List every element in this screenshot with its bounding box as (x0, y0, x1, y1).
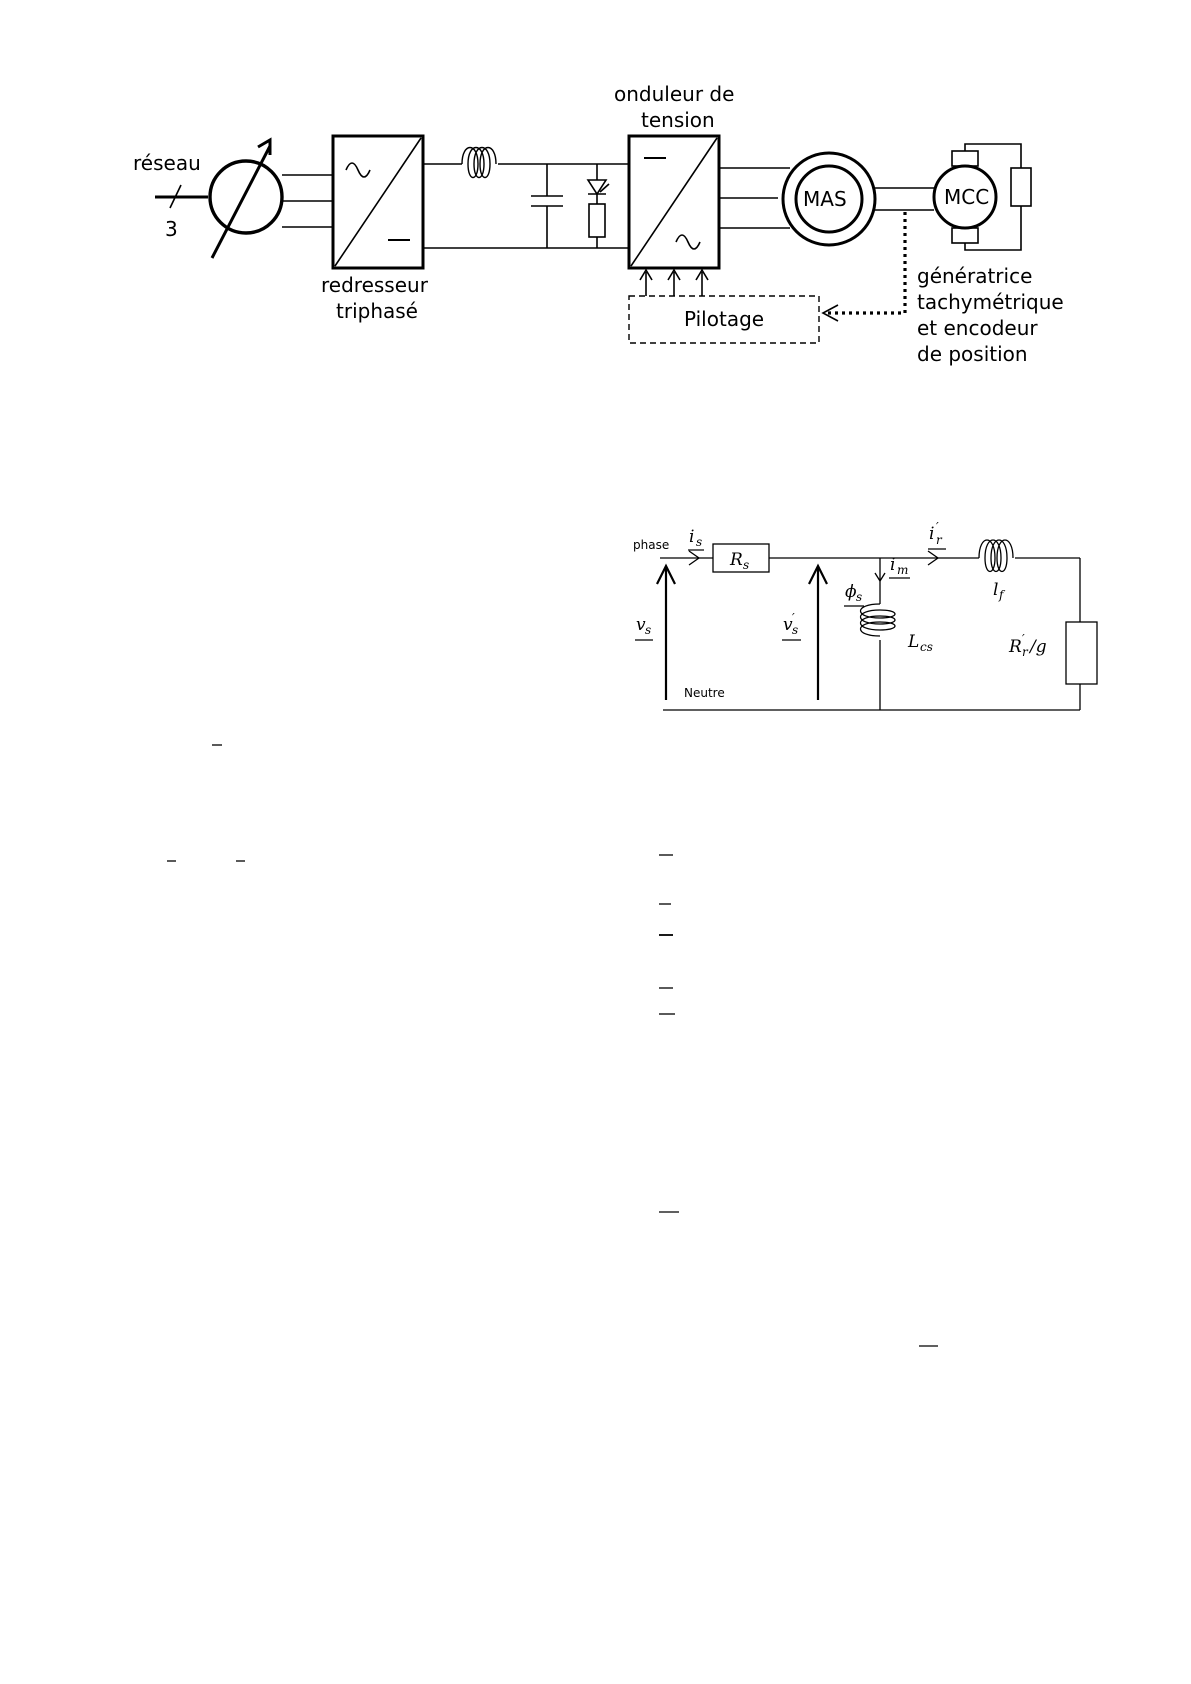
dc-machine-label: MCC (944, 185, 990, 209)
svg-text:m: m (897, 563, 909, 577)
leakage-inductor-coil (979, 540, 1013, 572)
svg-text:l: l (993, 580, 999, 600)
rectifier-block (333, 136, 423, 268)
rectifier-label-line2: triphasé (336, 299, 418, 323)
leakage-inductance-label (993, 580, 1006, 602)
rotor-current-label (928, 520, 946, 549)
svg-text:f: f (999, 588, 1004, 602)
internal-voltage-label (782, 611, 801, 640)
brush-top (952, 151, 978, 166)
motor-label: MAS (803, 187, 847, 211)
svg-text:s: s (696, 535, 703, 549)
gate-signal-arrows (640, 270, 708, 296)
svg-text:′: ′ (1022, 632, 1025, 646)
sensor-label-line4: de position (917, 342, 1028, 366)
flux-label (844, 582, 864, 606)
svg-text:i: i (890, 555, 896, 575)
inverter-label-line1: onduleur de (614, 82, 735, 106)
phase-count-label: 3 (165, 217, 178, 241)
svg-text:R: R (730, 550, 743, 570)
svg-text:s: s (743, 558, 750, 572)
svg-text:i: i (689, 527, 695, 547)
phase-label: phase (633, 538, 670, 552)
magnetizing-inductor-coil (861, 604, 896, 636)
brush-bottom (952, 228, 978, 243)
svg-text:s: s (792, 623, 799, 637)
neutral-label: Neutre (684, 686, 725, 700)
svg-text:s: s (645, 623, 652, 637)
svg-text:R: R (1009, 637, 1022, 657)
svg-text:r: r (936, 533, 942, 547)
svg-text:v: v (783, 615, 793, 635)
svg-text:cs: cs (920, 640, 933, 654)
stator-resistance-label (729, 550, 749, 572)
load-resistor (1011, 168, 1031, 206)
supply-voltage-label (635, 615, 653, 640)
inverter-block (629, 136, 719, 268)
svg-text:ϕ: ϕ (845, 582, 857, 602)
svg-text:L: L (908, 632, 920, 652)
braking-chopper (588, 164, 609, 248)
svg-text:′: ′ (936, 520, 939, 534)
inverter-label-line2: tension (641, 108, 715, 132)
cyclic-inductance-label (907, 632, 933, 654)
stray-rule-marks (167, 745, 938, 1346)
svg-text:/g: /g (1030, 637, 1047, 657)
rotor-resistance-label (1008, 632, 1047, 659)
sensor-label-line1: génératrice (917, 264, 1033, 288)
rectifier-label-line1: redresseur (321, 273, 428, 297)
svg-text:r: r (1022, 645, 1028, 659)
svg-text:′: ′ (792, 611, 795, 625)
network-label: réseau (133, 151, 201, 175)
sensor-label-line3: et encodeur (917, 316, 1038, 340)
svg-text:i: i (929, 524, 935, 544)
variable-transformer-symbol (210, 161, 282, 233)
svg-text:s: s (856, 590, 863, 604)
dc-inductor-coil (462, 148, 496, 178)
rotor-resistor (1066, 622, 1097, 684)
ac-symbol-icon (346, 163, 370, 177)
equivalent-circuit (657, 540, 1097, 710)
ac-symbol-icon (676, 235, 700, 249)
sensor-label-line2: tachymétrique (917, 290, 1064, 314)
svg-text:v: v (636, 615, 646, 635)
stator-current-label (688, 527, 704, 550)
dc-capacitor (531, 164, 563, 248)
drive-system-diagram (155, 136, 1031, 343)
control-label: Pilotage (684, 307, 765, 331)
braking-resistor (589, 204, 605, 237)
